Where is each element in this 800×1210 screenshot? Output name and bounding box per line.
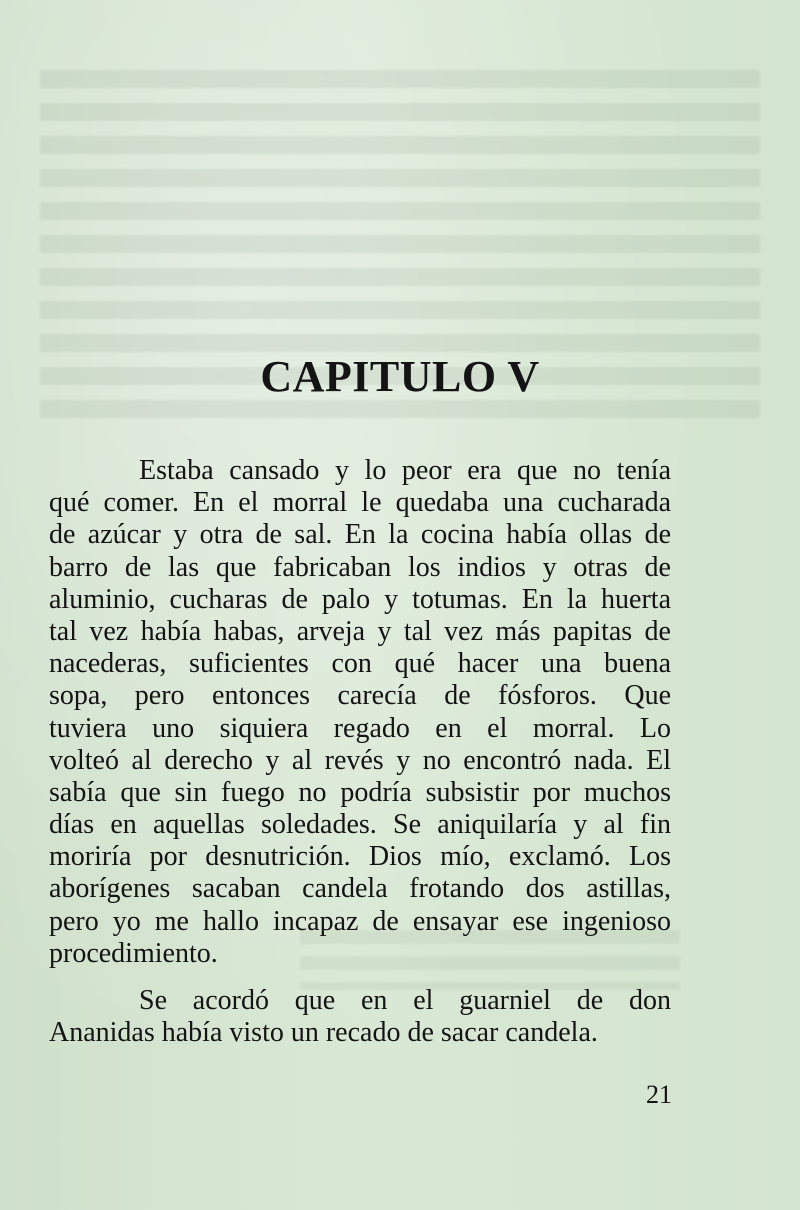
text-line: volteó al derecho y al revés y no encontró nada. El [49, 744, 671, 776]
text-line: aborígenes sacaban candela frotando dos astillas, [49, 873, 671, 905]
text-line: moriría por desnutrición. Dios mío, exclamó. Los [49, 841, 671, 873]
chapter-title: CAPITULO V [260, 352, 540, 401]
page-number: 21 [646, 1080, 672, 1109]
text-line: sabía que sin fuego no podría subsistir por muchos [49, 776, 671, 808]
text-line: tal vez había habas, arveja y tal vez más papitas de [49, 615, 671, 647]
paragraph-1 [49, 455, 671, 970]
text-line: aluminio, cucharas de palo y totumas. En la huerta [49, 583, 671, 615]
text-line: pero yo me hallo incapaz de ensayar ese ingenioso [49, 905, 671, 937]
text-line: sopa, pero entonces carecía de fósforos. Que [49, 680, 671, 712]
text-line: nacederas, suficientes con qué hacer una buena [49, 648, 671, 680]
text-line: tuviera uno siquiera regado en el morral. Lo [49, 712, 671, 744]
text-line: barro de las que fabricaban los indios y otras de [49, 551, 671, 583]
text-line: procedimiento. [49, 937, 218, 969]
text-line: Ananidas había visto un recado de sacar candela. [49, 1017, 598, 1049]
text-line: de azúcar y otra de sal. En la cocina había ollas de [49, 519, 671, 551]
text-line: Estaba cansado y lo peor era que no tenía [139, 455, 671, 486]
paragraph-2 [49, 985, 671, 1049]
text-line: Se acordó que en el guarniel de don [139, 985, 671, 1016]
text-line: qué comer. En el morral le quedaba una cucharada [49, 487, 671, 519]
text-line: días en aquellas soledades. Se aniquilaría y al fin [49, 809, 671, 841]
